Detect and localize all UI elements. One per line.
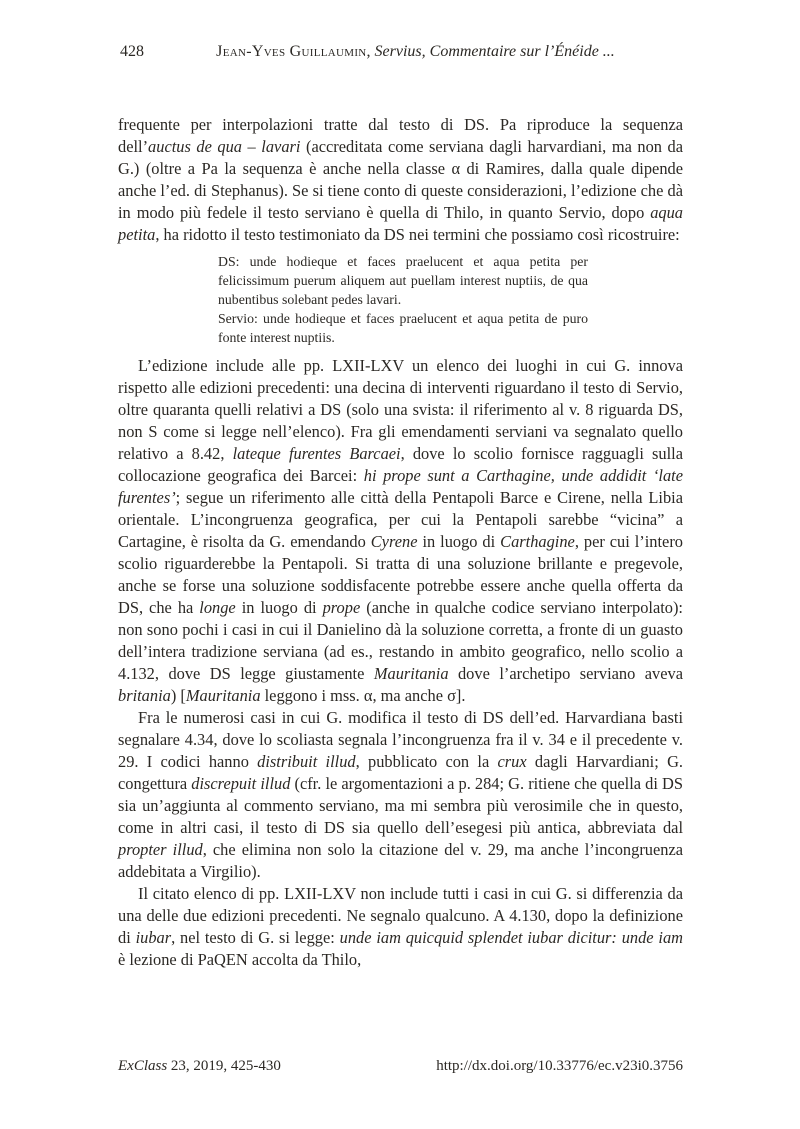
page-footer bbox=[118, 1057, 683, 1076]
paragraph-4: Il citato elenco di pp. LXII-LXV non include tutti i casi in cui G. si differenzia da una delle due edizioni precedenti. Ne segnalo qualcuno. A 4.130, dopo la definizione di iubar, nel testo di G. si legge: unde iam quicquid splendet iubar dicitur: unde iam è lezione di PaQEN accolta da Thilo, bbox=[118, 884, 683, 969]
page-body bbox=[118, 114, 683, 971]
page-number: 428 bbox=[120, 43, 144, 60]
paragraph-2: L’edizione include alle pp. LXII-LXV un elenco dei luoghi in cui G. innova rispetto alle edizioni precedenti: una decina di interventi riguardano il testo di Servio, oltre quaranta quelli relativi a DS (solo una svista: il riferimento al v. 8 riguarda DS, non S come si legge nell’elenco). Fra gli emendamenti serviani va segnalato quello relativo a 8.42, lateque furentes Barcaei, dove lo scolio fornisce ragguagli sulla collocazione geografica dei Barcei: hi prope sunt a Carthagine, unde addidit ‘late furentes’; segue un riferimento alle città della Pentapoli Barce e Cirene, nella Libia orientale. L’incongruenza geografica, per cui la Pentapoli sarebbe “vicina” a Cartagine, è risolta da G. emendando Cyrene in luogo di Carthagine, per cui l’intero scolio riguarderebbe la Pentapoli. Si tratta di una soluzione brillante e pregevole, anche se forse una soluzione soddisfacente potrebbe essere anche quella offerta da DS, che ha longe in luogo di prope (anche in qualche codice serviano interpolato): non sono pochi i casi in cui il Danielino dà la soluzione corretta, a fronte di un guasto dell’intera tradizione serviana (ad es., restando in ambito geografico, nello scolio a 4.132, dove DS legge giustamente Mauritania dove l’archetipo serviano aveva britania) [Mauritania leggono i mss. α, ma anche σ]. bbox=[118, 356, 683, 705]
journal-citation bbox=[118, 1057, 281, 1076]
running-title-author: Jean-Yves Guillaumin bbox=[216, 43, 367, 60]
running-title bbox=[118, 42, 683, 62]
blockquote bbox=[218, 252, 588, 347]
running-title-separator: , bbox=[366, 43, 375, 60]
doi-link[interactable]: http://dx.doi.org/10.33776/ec.v23i0.3756 bbox=[436, 1058, 683, 1074]
quote-line-servio: Servio: unde hodieque et faces praelucent et aqua petita de puro fonte interest nuptiis. bbox=[218, 311, 588, 345]
paragraph-1: frequente per interpolazioni tratte dal testo di DS. Pa riproduce la sequenza dell’auctus de qua – lavari (accreditata come serviana dagli harvardiani, ma non da G.) (oltre a Pa la sequenza è anche nella classe α di Ramires, dalla quale dipende anche l’ed. di Stephanus). Se si tiene conto di queste considerazioni, l’edizione che dà in modo più fedele il testo serviano è quella di Thilo, in quanto Servio, dopo aqua petita, ha ridotto il testo testimoniato da DS nei termini che possiamo così ricostruire: bbox=[118, 115, 684, 244]
journal-issue: 23, 2019, 425-430 bbox=[167, 1058, 281, 1074]
journal-name: ExClass bbox=[118, 1058, 168, 1074]
paragraph-3: Fra le numerosi casi in cui G. modifica il testo di DS dell’ed. Harvardiana basti segnalare 4.34, dove lo scoliasta segnala l’incongruenza fra il v. 34 e il precedente v. 29. I codici hanno distribuit illud, pubblicato con la crux dagli Harvardiani; G. congettura discrepuit illud (cfr. le argomentazioni a p. 284; G. ritiene che quella di DS sia un’aggiunta al commento serviano, ma mi sembra più verosimile che in questo, come in altri casi, il testo di DS sia quello dell’esegesi più antica, abbreviata dal propter illud, che elimina non solo la citazione del v. 29, ma anche l’incongruenza addebitata a Virgilio). bbox=[118, 708, 684, 881]
page-header bbox=[118, 42, 683, 62]
running-title-work: Servius, Commentaire sur l’Énéide ... bbox=[374, 43, 615, 60]
quote-line-ds: DS: unde hodieque et faces praelucent et aqua petita per felicissimum puerum aliquem aut puellam interest nuptiis, de qua nubentibus solebant pedes lavari. bbox=[218, 254, 588, 307]
